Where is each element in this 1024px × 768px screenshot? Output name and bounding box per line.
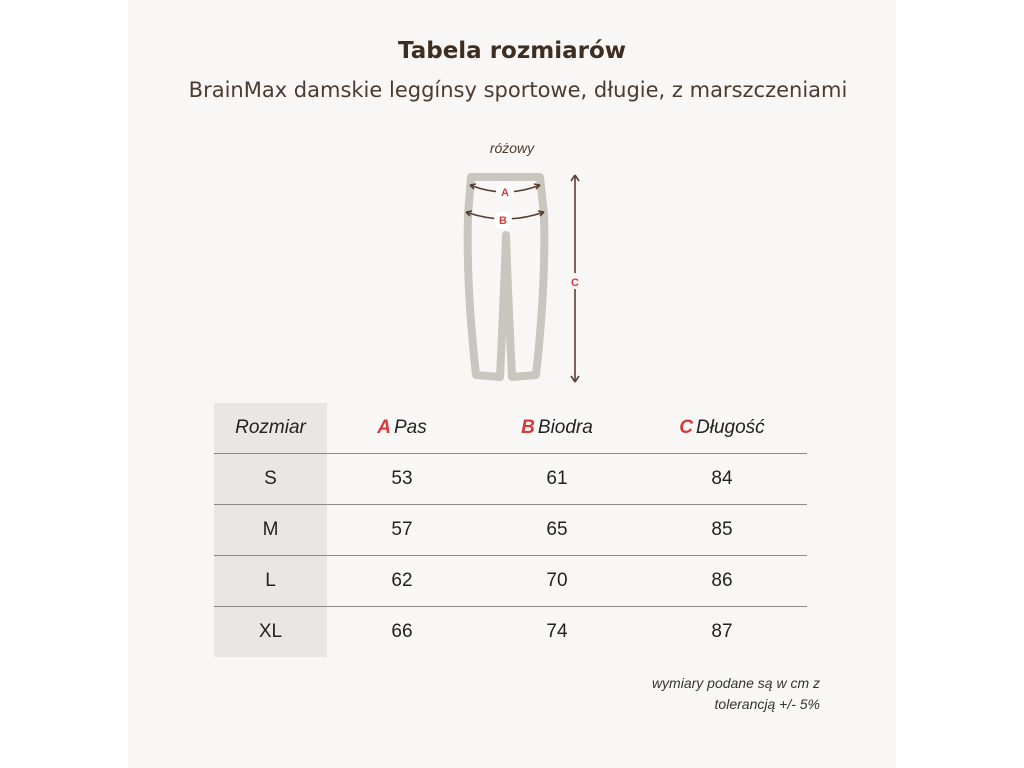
- size-table: [214, 403, 807, 657]
- row-hips: 74: [477, 607, 637, 658]
- tolerance-note: [560, 673, 820, 715]
- header-hips: [477, 403, 637, 454]
- row-length: 87: [637, 607, 807, 658]
- header-length-letter: C: [679, 417, 694, 438]
- label-c: C: [571, 277, 579, 289]
- row-waist: 66: [327, 607, 477, 658]
- row-length: 86: [637, 556, 807, 607]
- row-size: M: [214, 505, 327, 556]
- table-row: [214, 505, 807, 556]
- row-hips: 65: [477, 505, 637, 556]
- label-a: A: [501, 187, 509, 199]
- row-waist: 62: [327, 556, 477, 607]
- header-length: [637, 403, 807, 454]
- tolerance-note-line2: tolerancją +/- 5%: [714, 696, 820, 712]
- row-hips: 70: [477, 556, 637, 607]
- row-waist: 53: [327, 454, 477, 505]
- header-waist: [327, 403, 477, 454]
- table-row: [214, 607, 807, 658]
- row-size: S: [214, 454, 327, 505]
- leggings-diagram: [448, 165, 588, 390]
- product-name: BrainMax damskie leggínsy sportowe, długie, z marszczeniami: [188, 78, 848, 102]
- row-length: 85: [637, 505, 807, 556]
- header-hips-label: Biodra: [537, 417, 593, 438]
- row-length: 84: [637, 454, 807, 505]
- product-color: różowy: [489, 140, 535, 156]
- table-header-row: [214, 403, 807, 454]
- header-waist-label: Pas: [393, 417, 427, 438]
- row-size: L: [214, 556, 327, 607]
- header-hips-letter: B: [521, 417, 535, 438]
- table-row: [214, 556, 807, 607]
- header-waist-letter: A: [377, 417, 391, 438]
- table-row: [214, 454, 807, 505]
- row-waist: 57: [327, 505, 477, 556]
- tolerance-note-line1: wymiary podane są w cm z: [651, 675, 820, 691]
- page-title: Tabela rozmiarów: [397, 38, 626, 64]
- header-size: Rozmiar: [214, 403, 327, 454]
- row-hips: 61: [477, 454, 637, 505]
- row-size: XL: [214, 607, 327, 658]
- size-chart-card: [128, 0, 896, 768]
- leggings-outline: [468, 177, 545, 377]
- header-length-label: Długość: [696, 417, 765, 438]
- label-b: B: [499, 215, 507, 227]
